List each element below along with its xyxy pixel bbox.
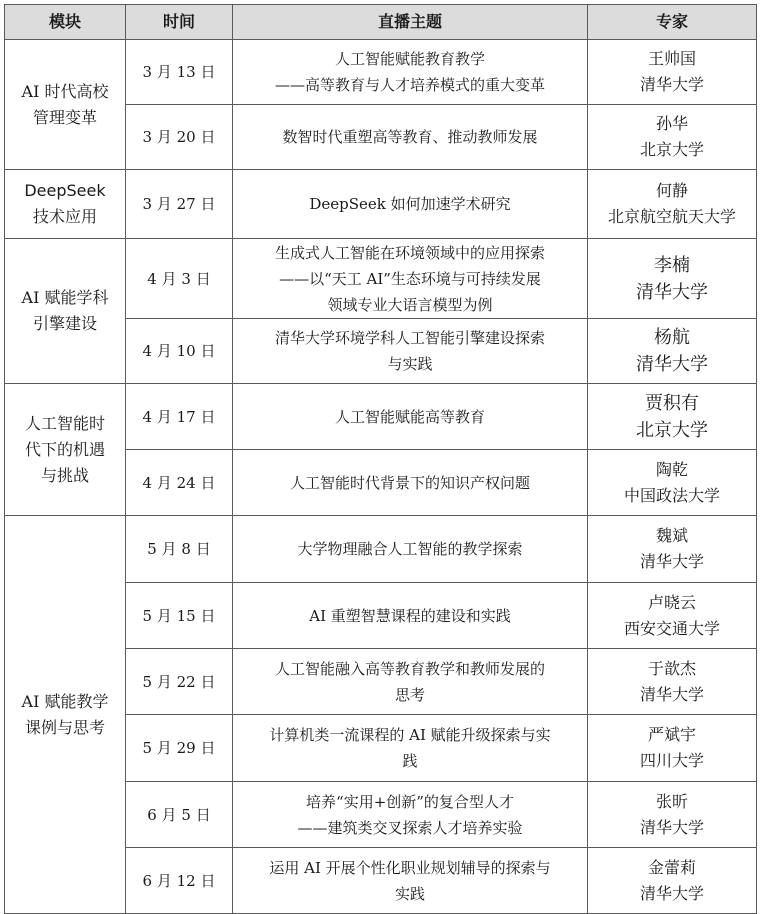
module-name-line: 管理变革 <box>32 107 97 127</box>
header-topic: 直播主题 <box>233 5 588 40</box>
topic-line: 思考 <box>394 685 425 704</box>
header-time: 时间 <box>126 5 233 40</box>
expert-cell <box>588 170 757 239</box>
expert-name: 杨航 <box>654 327 690 348</box>
expert-org: 清华大学 <box>636 354 708 375</box>
expert-org: 清华大学 <box>639 684 704 704</box>
topic-line: ——建筑类交叉探索人才培养实验 <box>297 818 523 837</box>
module-name-line: DeepSeek <box>24 181 106 200</box>
date-cell: 4 月 3 日 <box>126 239 233 319</box>
topic-cell <box>233 105 588 170</box>
date-cell: 5 月 29 日 <box>126 715 233 782</box>
expert-cell <box>588 384 757 450</box>
topic-line: 人工智能赋能高等教育 <box>334 407 485 426</box>
date-cell: 5 月 8 日 <box>126 516 233 583</box>
expert-org: 西安交通大学 <box>623 618 720 638</box>
expert-name: 孙华 <box>655 114 688 133</box>
expert-org: 四川大学 <box>639 751 704 770</box>
topic-line: 生成式人工智能在环境领域中的应用探索 <box>274 243 545 262</box>
module-name-line: 人工智能时 <box>24 413 105 433</box>
header-row <box>5 5 757 40</box>
module-cell <box>5 239 126 384</box>
expert-cell <box>588 848 757 914</box>
table-row <box>5 170 757 239</box>
expert-org: 清华大学 <box>639 75 704 94</box>
expert-name: 贾积有 <box>645 392 699 414</box>
topic-line: 数智时代重塑高等教育、推动教师发展 <box>282 128 538 146</box>
table-row <box>5 516 757 583</box>
module-name-line: 引擎建设 <box>32 314 97 333</box>
table-row <box>5 40 757 105</box>
topic-line: DeepSeek 如何加速学术研究 <box>309 195 511 213</box>
expert-cell <box>588 782 757 848</box>
expert-org: 清华大学 <box>636 281 708 303</box>
topic-cell <box>233 848 588 914</box>
topic-line: ——高等教育与人才培养模式的重大变革 <box>274 76 545 94</box>
schedule-table <box>4 4 757 914</box>
expert-name: 金蕾莉 <box>647 857 696 877</box>
topic-cell <box>233 782 588 848</box>
topic-cell <box>233 715 588 782</box>
expert-cell <box>588 239 757 319</box>
expert-cell <box>588 450 757 516</box>
topic-cell <box>233 170 588 239</box>
expert-org: 清华大学 <box>639 817 704 837</box>
table-row <box>5 239 757 319</box>
date-cell: 4 月 10 日 <box>126 319 233 384</box>
topic-line: 领域专业大语言模型为例 <box>327 295 493 314</box>
topic-line: 大学物理融合人工智能的教学探索 <box>297 540 523 558</box>
topic-cell <box>233 40 588 105</box>
date-cell: 5 月 15 日 <box>126 583 233 649</box>
expert-org: 中国政法大学 <box>623 485 720 505</box>
topic-line: 计算机类一流课程的 AI 赋能升级探索与实 <box>269 726 551 744</box>
date-cell: 6 月 12 日 <box>126 848 233 914</box>
topic-cell <box>233 516 588 583</box>
topic-cell <box>233 649 588 715</box>
topic-line: 运用 AI 开展个性化职业规划辅导的探索与 <box>269 858 551 877</box>
topic-line: 实践 <box>394 884 425 903</box>
expert-cell <box>588 319 757 384</box>
topic-line: 清华大学环境学科人工智能引擎建设探索 <box>274 329 545 347</box>
expert-org: 北京大学 <box>636 419 708 441</box>
module-name-line: AI 赋能教学 <box>21 691 109 711</box>
expert-name: 李楠 <box>654 254 690 276</box>
topic-cell <box>233 450 588 516</box>
table-row <box>5 384 757 450</box>
topic-line: ——以“天工 AI”生态环境与可持续发展 <box>279 269 541 288</box>
date-cell: 5 月 22 日 <box>126 649 233 715</box>
module-cell <box>5 384 126 516</box>
expert-name: 王帅国 <box>647 49 696 68</box>
date-cell: 3 月 13 日 <box>126 40 233 105</box>
topic-line: 与实践 <box>387 355 433 373</box>
expert-org: 清华大学 <box>639 552 704 571</box>
date-cell: 3 月 27 日 <box>126 170 233 239</box>
topic-cell <box>233 319 588 384</box>
module-name-line: 课例与思考 <box>24 717 105 737</box>
module-cell <box>5 40 126 170</box>
expert-name: 严斌宇 <box>647 725 696 744</box>
module-name-line: 技术应用 <box>32 207 97 226</box>
expert-cell <box>588 583 757 649</box>
header-expert: 专家 <box>588 5 757 40</box>
topic-line: 人工智能时代背景下的知识产权问题 <box>289 473 530 492</box>
expert-name: 张昕 <box>655 791 688 811</box>
module-name-line: AI 赋能学科 <box>21 288 109 307</box>
module-name-line: AI 时代高校 <box>21 81 109 101</box>
topic-line: 人工智能融入高等教育教学和教师发展的 <box>274 659 545 678</box>
topic-line: 践 <box>402 752 418 770</box>
expert-name: 卢晓云 <box>647 592 696 612</box>
expert-org: 北京航空航天大学 <box>607 207 736 226</box>
expert-name: 陶乾 <box>655 459 688 479</box>
expert-name: 魏斌 <box>655 526 688 545</box>
module-cell <box>5 170 126 239</box>
expert-name: 何静 <box>655 181 688 200</box>
topic-line: 人工智能赋能教育教学 <box>334 50 485 68</box>
date-cell: 3 月 20 日 <box>126 105 233 170</box>
expert-cell <box>588 649 757 715</box>
expert-org: 清华大学 <box>639 883 704 903</box>
header-module: 模块 <box>5 5 126 40</box>
topic-cell <box>233 384 588 450</box>
expert-cell <box>588 105 757 170</box>
expert-cell <box>588 40 757 105</box>
expert-cell <box>588 516 757 583</box>
topic-line: 培养“实用+创新”的复合型人才 <box>306 792 514 811</box>
date-cell: 6 月 5 日 <box>126 782 233 848</box>
module-name-line: 代下的机遇 <box>24 439 105 459</box>
expert-cell <box>588 715 757 782</box>
date-cell: 4 月 24 日 <box>126 450 233 516</box>
expert-org: 北京大学 <box>639 140 704 159</box>
expert-name: 于歆杰 <box>647 658 696 678</box>
date-cell: 4 月 17 日 <box>126 384 233 450</box>
topic-line: AI 重塑智慧课程的建设和实践 <box>309 606 511 625</box>
topic-cell <box>233 239 588 319</box>
module-cell <box>5 516 126 914</box>
module-name-line: 与挑战 <box>40 465 89 485</box>
topic-cell <box>233 583 588 649</box>
